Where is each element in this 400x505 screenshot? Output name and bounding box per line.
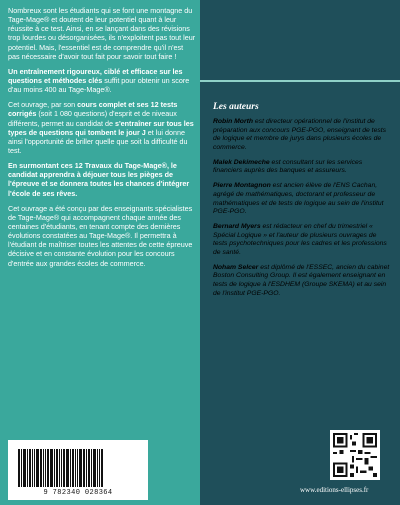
- method-paragraph: [8, 67, 196, 94]
- author-bio: est rédacteur en chef du trimestriel « Spécial Logique » et l'auteur de plusieurs ouvrages de tests psychotechniques pour les cadres et les professions de santé.: [213, 222, 387, 256]
- author-name: Robin Morth: [213, 118, 254, 125]
- method-bold: Un entraînement rigoureux, ciblé et efficace sur les questions et méthodes clés: [8, 66, 183, 85]
- author-entry: [213, 223, 391, 258]
- accent-stripe: [200, 80, 400, 82]
- travaux-bold: En surmontant ces 12 Travaux du Tage-Mage®, le candidat apprendra à déjouer tous les pièges de l'épreuve et se donnera toutes les chances d'intégrer l'école de ses rêves.: [8, 161, 190, 198]
- author-bio: est consultant sur les services financiers auprès des banques et assureurs.: [213, 158, 363, 175]
- isbn-number: 9 782340 028364: [43, 489, 113, 497]
- authors-section: [213, 102, 391, 304]
- book-c: (soit 1 080 questions) d'esprit et de niveaux différents, permet au candidat de: [8, 109, 177, 128]
- author-entry: [213, 118, 391, 153]
- book-b1: cours complet et ses 12 tests corrigés: [8, 100, 178, 119]
- author-name: Malek Dekimeche: [213, 158, 270, 166]
- intro-paragraph: Nombreux sont les étudiants qui se font une montagne du Tage-Mage® et doutent de leur potentiel quant à leur réussite à ce test. Ainsi, en se lançant dans des révisions trop lourdes ou désorganisées, ils n'exploitent pas tout leur potentiel. Mais, l'essentiel est de comprendre qu'il n'est pas nécessaire d'avoir tout fait pour savoir tout faire !: [8, 6, 196, 61]
- book-paragraph: [8, 100, 196, 155]
- author-name: Bernard Myers: [213, 222, 261, 230]
- author-entry: [213, 159, 391, 176]
- description-column: [8, 6, 196, 274]
- barcode: [8, 440, 148, 500]
- authors-heading: Les auteurs: [213, 102, 259, 112]
- author-name: Noham Selcer: [213, 263, 259, 271]
- publisher-website[interactable]: www.editions-ellipses.fr: [300, 486, 369, 494]
- method-rest: suffit pour obtenir un score d'au moins 400 au Tage-Mage®.: [8, 75, 190, 95]
- author-bio: est ancien élève de l'ENS Cachan, agrégé de mathématiques, doctorant et professeur de mathématiques et de tests de logique au sein de l'institut PGE-PGO.: [213, 182, 384, 216]
- book-b2: s'entraîner sur tous les types de questions qui tombent le jour J: [8, 118, 194, 137]
- barcode-bars: [18, 449, 138, 487]
- concept-paragraph: Cet ouvrage a été conçu par des enseignants spécialistes de Tage-Mage® qui accompagnent chaque année des centaines d'étudiants, en tenant compte des dernières évolutions constatées au Tage-Mage®. Il permettra à l'étudiant de maîtriser toutes les attentes de cette épreuve décisive et en constante évolution pour les concours d'entrée aux grandes écoles de commerce.: [8, 203, 193, 268]
- travaux-paragraph: [8, 161, 196, 198]
- author-entry: [213, 264, 391, 299]
- author-name: Pierre Montagnon: [213, 182, 271, 190]
- author-entry: [213, 182, 391, 217]
- author-bio: est directeur opérationnel de l'institut de préparation aux concours PGE-PGO, enseignant de tests de logique et membre de jurys dans plusieurs écoles de commerce.: [213, 118, 387, 152]
- book-d: et lui donne ainsi l'opportunité de briller quelle que soit la difficulté du test.: [8, 127, 188, 155]
- qr-code-icon: [330, 430, 380, 480]
- author-bio: est diplômé de l'ESSEC, ancien du cabinet Boston Consulting Group. Il est également enseignant en tests de logique à l'ESDHEM (Groupe SKEMA) et au sein de l'institut PGE-PGO.: [213, 263, 390, 297]
- book-a: Cet ouvrage, par son: [8, 100, 78, 110]
